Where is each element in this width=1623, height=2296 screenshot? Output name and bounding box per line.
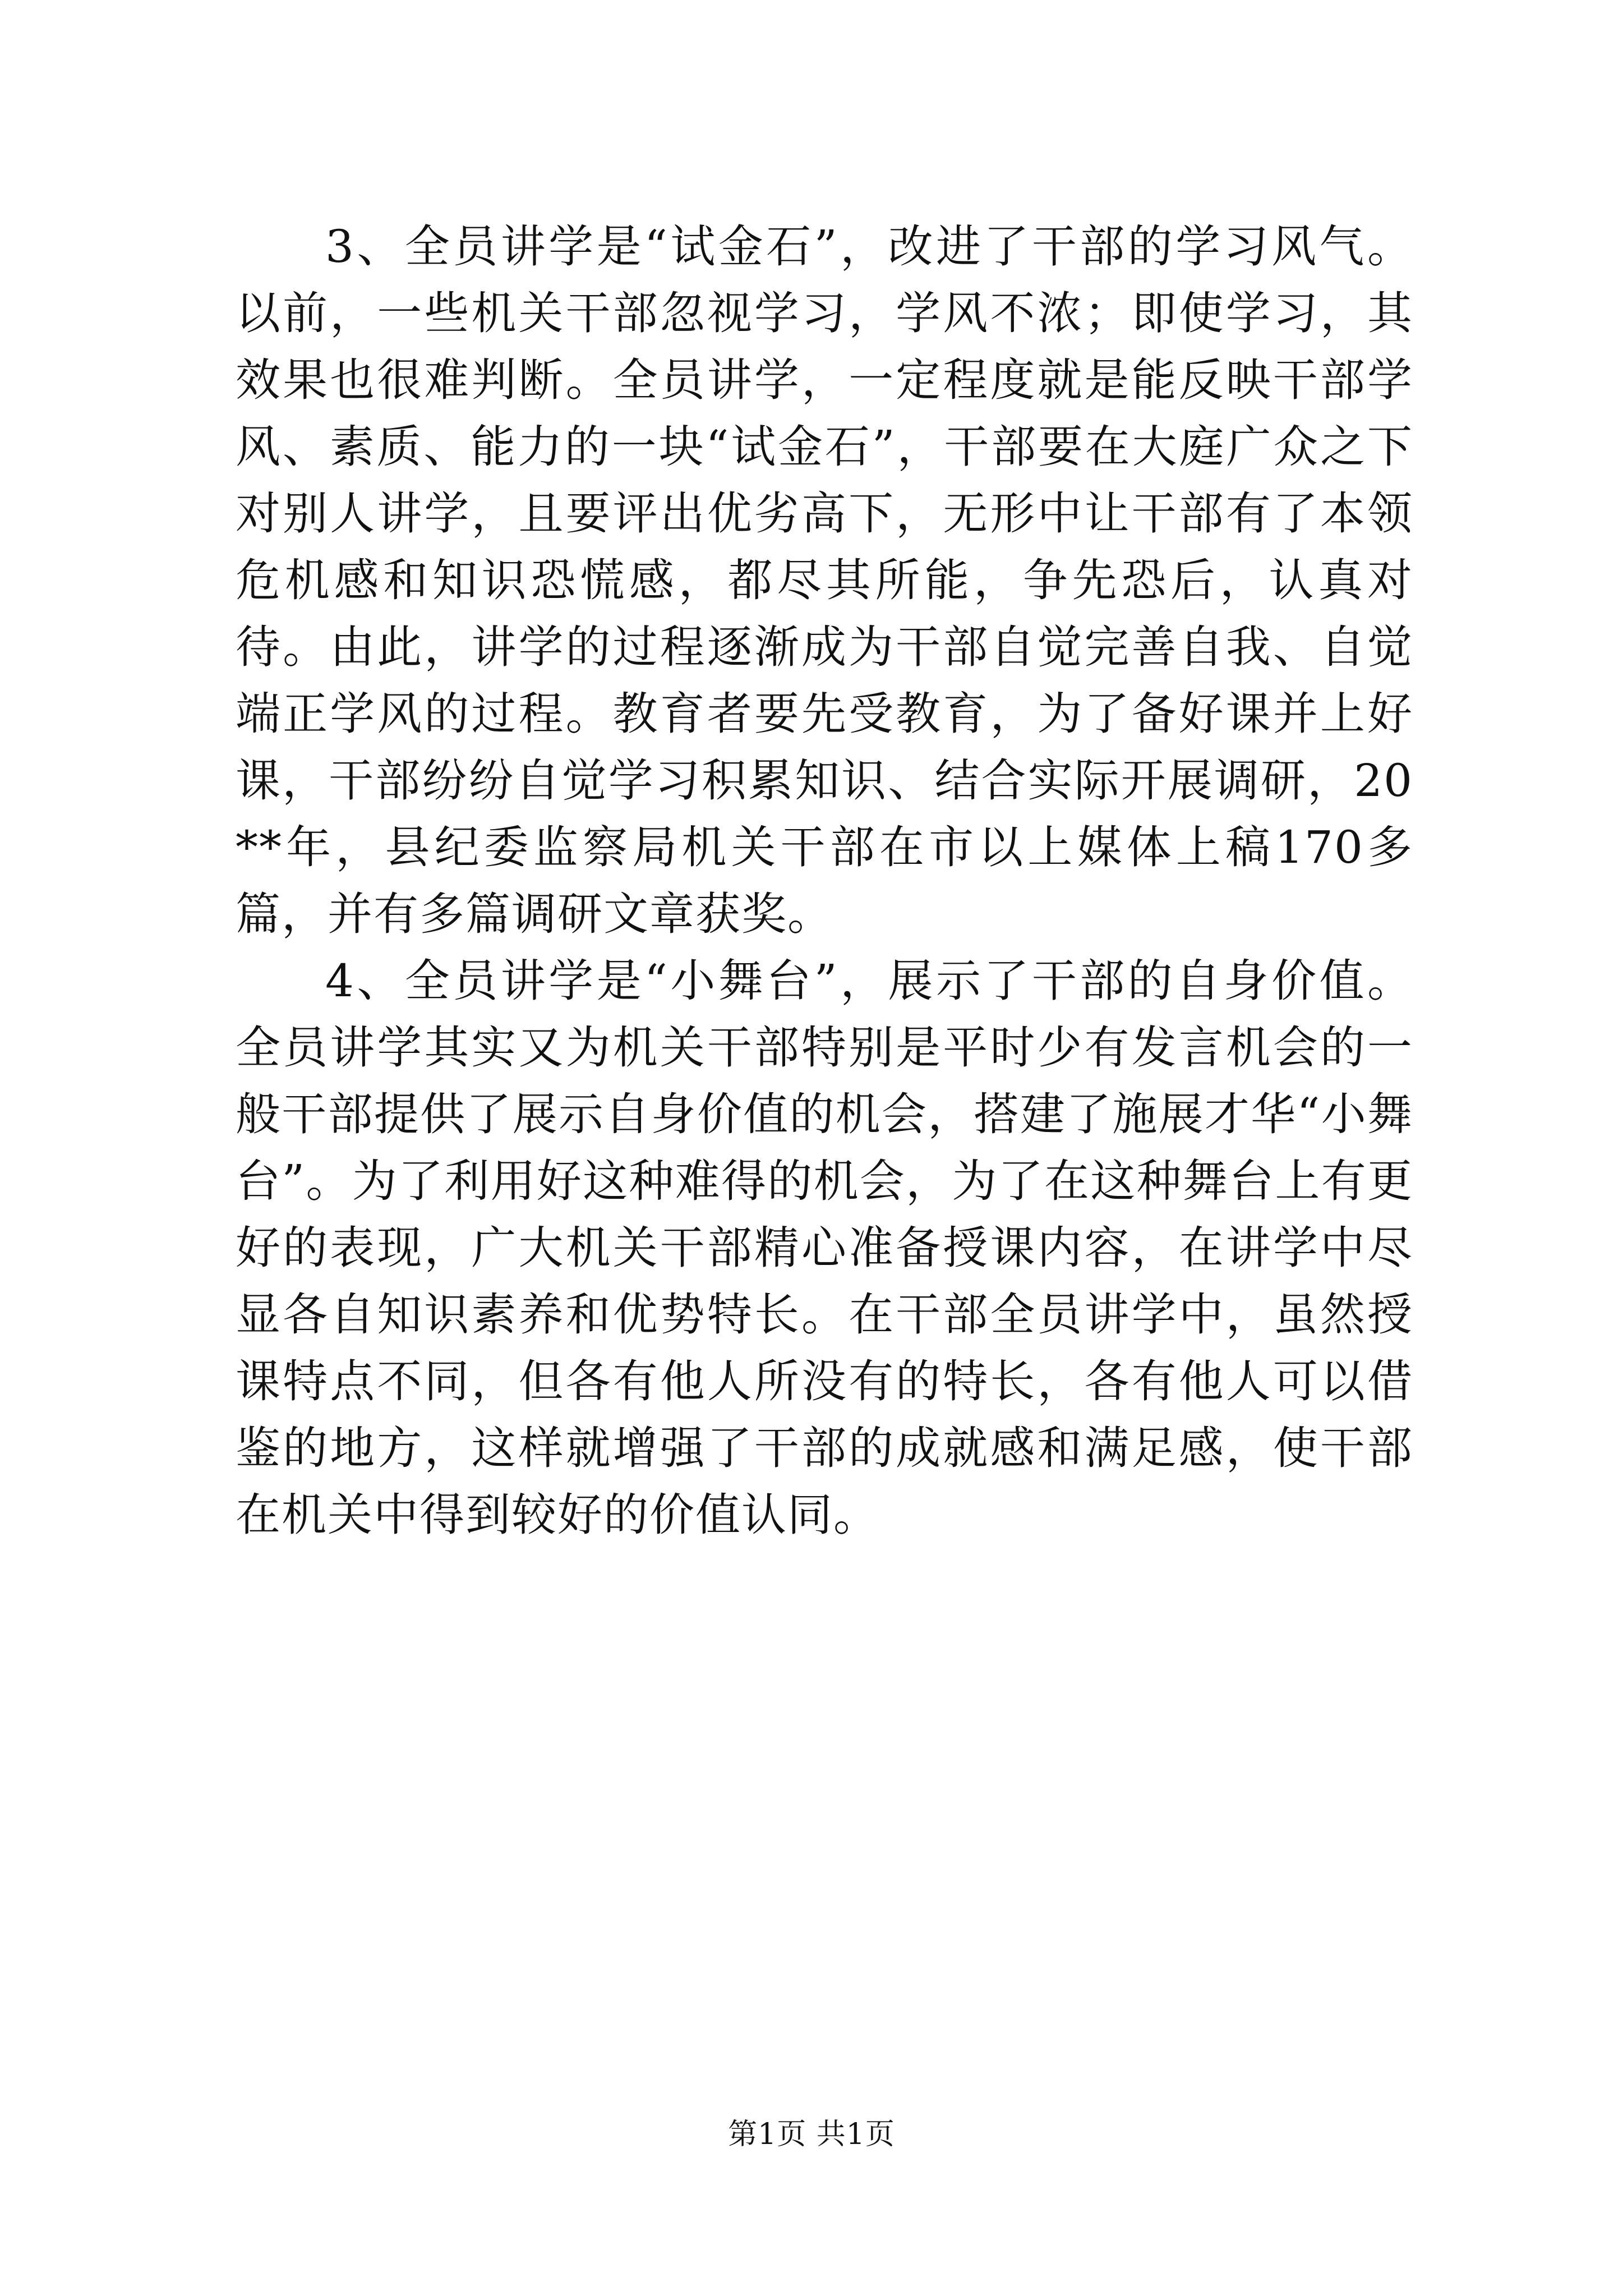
paragraph-4-self-value: 4、全员讲学是“小舞台”，展示了干部的自身价值。全员讲学其实又为机关干部特别是平时少有发言机会的一般干部提供了展示自身价值的机会，搭建了施展才华“小舞台”。为了利用好这种难得的机会，为了在这种舞台上有更好的表现，广大机关干部精心准备授课内容，在讲学中尽显各自知识素养和优势特长。在干部全员讲学中，虽然授课特点不同，但各有他人所没有的特长，各有他人可以借鉴的地方，这样就增强了干部的成就感和满足感，使干部在机关中得到较好的价值认同。 [236,955,1413,1541]
paragraph-3-study-style: 3、全员讲学是“试金石”，改进了干部的学习风气。以前，一些机关干部忽视学习，学风不浓；即使学习，其效果也很难判断。全员讲学，一定程度就是能反映干部学风、素质、能力的一块“试金石”，干部要在大庭广众之下对别人讲学，且要评出优劣高下，无形中让干部有了本领危机感和知识恐慌感，都尽其所能，争先恐后，认真对待。由此，讲学的过程逐渐成为干部自觉完善自我、自觉端正学风的过程。教育者要先受教育，为了备好课并上好课，干部纷纷自觉学习积累知识、结合实际开展调研，20**年，县纪委监察局机关干部在市以上媒体上稿170多篇，并有多篇调研文章获奖。 [236,220,1413,940]
document-body [236,213,1413,1548]
page-number-footer: 第1页 共1页 [728,2118,895,2151]
